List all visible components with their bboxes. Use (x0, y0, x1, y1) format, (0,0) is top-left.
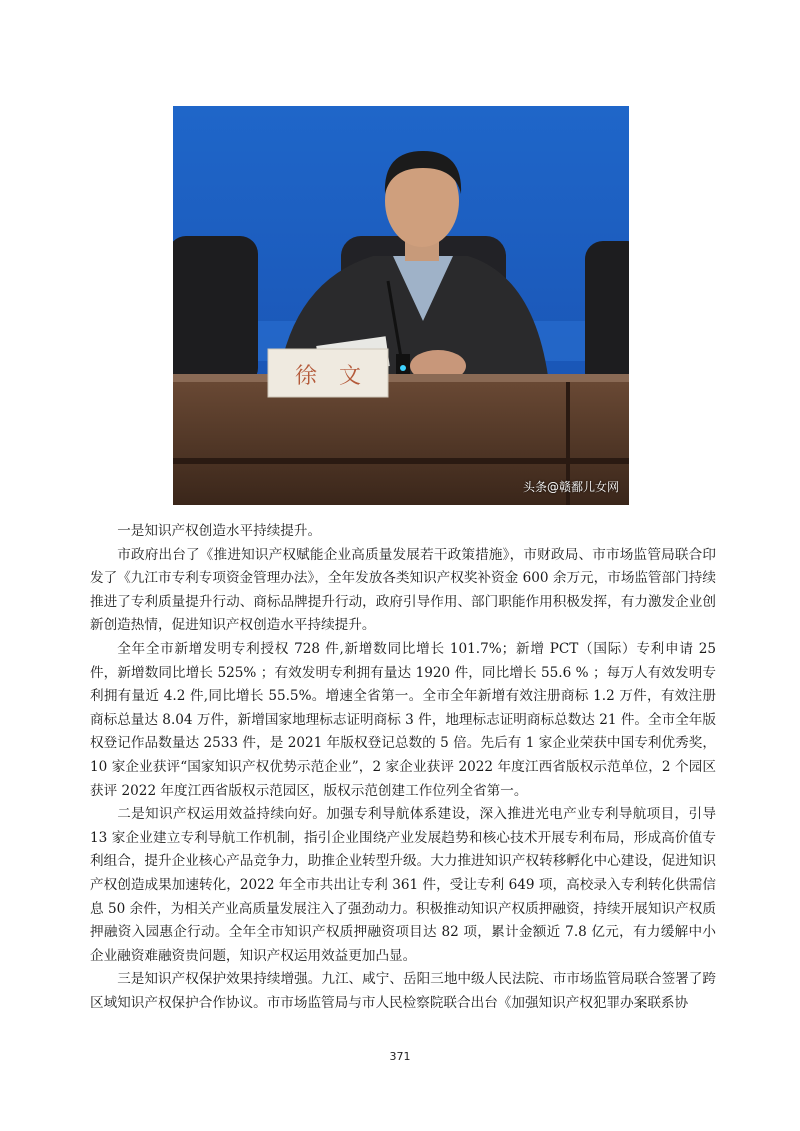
paragraph: 三是知识产权保护效果持续增强。九江、咸宁、岳阳三地中级人民法院、市市场监管局联合签署了跨区域知识产权保护合作协议。市市场监管局与市人民检察院联合出台《加强知识产权犯罪办案联系协 (90, 971, 716, 1011)
article-body (90, 520, 716, 1015)
paragraph: 市政府出台了《推进知识产权赋能企业高质量发展若干政策措施》，市财政局、市市场监管局联合印发了《九江市专利专项资金管理办法》，全年发放各类知识产权奖补资金 600 余万元，市场监管部门持续推进了专利质量提升行动、商标品牌提升行动，政府引导作用、部门职能作用积极发挥，有力激发企业创新创造热情，促进知识产权创造水平持续提升。 (90, 546, 716, 634)
paragraph: 二是知识产权运用效益持续向好。加强专利导航体系建设，深入推进光电产业专利导航项目，引导 13 家企业建立专利导航工作机制，指引企业围绕产业发展趋势和核心技术开展专利布局，形成高价值专利组合，提升企业核心产品竞争力，助推企业转型升级。大力推进知识产权转移孵化中心建设，促进知识产权创造成果加速转化，2022 年全市共出让专利 361 件，受让专利 649 项，高校录入专利转化供需信息 50 余件，为相关产业高质量发展注入了强劲动力。积极推动知识产权质押融资，持续开展知识产权质押融资入园惠企行动。全年全市知识产权质押融资项目达 82 项，累计金额近 7.8 亿元，有力缓解中小企业融资难融资贵问题，知识产权运用效益更加凸显。 (90, 806, 716, 964)
press-conference-photo (173, 106, 629, 505)
page-number: 371 (389, 1050, 411, 1063)
watermark-text: 头条@赣鄱儿女网 (522, 480, 619, 494)
name-plate-text: 徐 文 (294, 364, 362, 389)
paragraph: 全年全市新增发明专利授权 728 件,新增数同比增长 101.7%；新增 PCT（国际）专利申请 25 件，新增数同比增长 525% ；有效发明专利拥有量达 1920 件，同比增长 55.6 % ；每万人有效发明专利拥有量近 4.2 件,同比增长 55.5%。增速全省第一。全市全年新增有效注册商标 1.2 万件，有效注册商标总量达 8.04 万件，新增国家地理标志证明商标 3 件，地理标志证明商标总数达 21 件。全市全年版权登记作品数量达 2533 件，是 2021 年版权登记总数的 5 倍。先后有 1 家企业荣获中国专利优秀奖，10 家企业获评“国家知识产权优势示范企业”，2 家企业获评 2022 年度江西省版权示范单位，2 个园区获评 2022 年度江西省版权示范园区，版权示范创建工作位列全省第一。 (90, 640, 716, 799)
paragraph: 一是知识产权创造水平持续提升。 (117, 523, 322, 539)
